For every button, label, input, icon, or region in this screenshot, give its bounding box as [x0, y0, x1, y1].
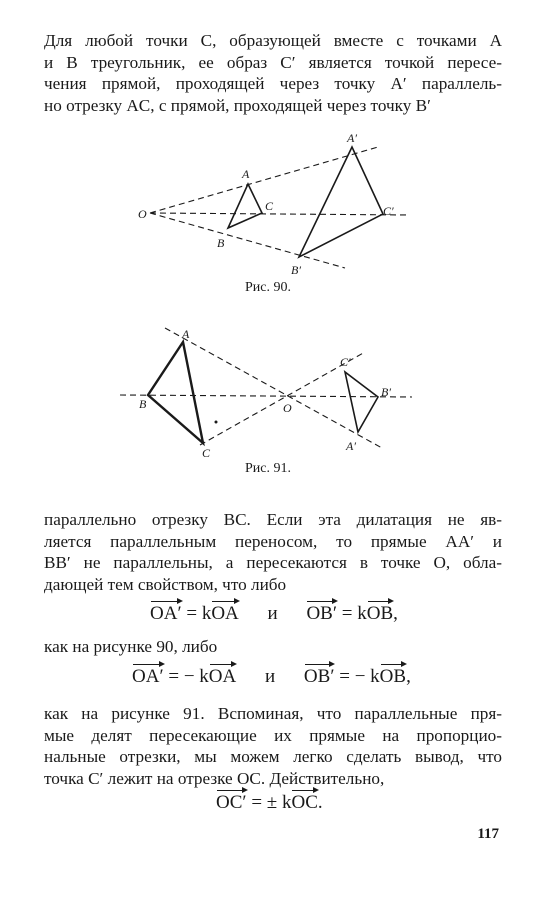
ray-b-b1 [120, 395, 412, 397]
text-line: но отрезку AC, с прямой, проходящей через точку B′ [44, 95, 431, 115]
triangle-a1b1c1 [345, 372, 378, 432]
text-line: как на рисунке 90, либо [44, 637, 218, 656]
punctuation: . [317, 792, 323, 813]
label-b-prime: B′ [291, 263, 301, 277]
text-line: нальные отрезки, мы можем легко сделать вывод, что [44, 747, 502, 767]
text-line: параллельно отрезку BC. Если эта дилатация не яв- [44, 510, 502, 529]
equals-plus-minus-k: = ± k [246, 792, 292, 813]
label-a-prime: A′ [347, 131, 357, 145]
caption-figure-91: Рис. 91. [245, 461, 291, 476]
formula-negative-k [132, 666, 411, 688]
paragraph-conclusion [44, 703, 502, 789]
line-between-formulas [44, 636, 502, 658]
label-b: B [217, 236, 225, 250]
text-line: ляется параллельным переносом, то прямые AA′ и [44, 531, 502, 551]
vector-ob-prime: OB′ [303, 666, 335, 687]
label-c: C [265, 199, 274, 213]
text-line: точка C′ лежит на отрезке OC. Действительно, [44, 768, 385, 788]
page-number: 117 [477, 826, 499, 842]
text-line: мые делят пересекающие их прямые на пропорцио- [44, 725, 502, 745]
conjunction: и [265, 666, 276, 687]
paragraph-dilation [44, 509, 502, 595]
vector-oa: OA [211, 603, 239, 624]
equals-k: = k [181, 603, 212, 624]
conjunction: и [267, 603, 278, 624]
label-a: A [242, 167, 250, 181]
punctuation: , [406, 666, 411, 687]
label-c: C [202, 446, 211, 460]
formula-oc-prime [216, 792, 323, 814]
mark-dot [215, 421, 218, 424]
vector-ob-prime: OB′ [306, 603, 338, 624]
text-line: Для любой точки C, образующей вместе с точками A [44, 31, 502, 50]
text-line: дающей тем свойством, что либо [44, 574, 287, 594]
text-line: как на рисунке 91. Вспоминая, что параллельные пря- [44, 704, 502, 723]
label-c-prime: C′ [383, 204, 394, 218]
vector-oa: OA [208, 666, 237, 687]
label-b: B [139, 397, 147, 411]
label-a-prime: A′ [346, 439, 356, 453]
label-c-prime: C′ [340, 355, 351, 369]
equals-minus-k: = − k [163, 666, 209, 687]
text-line: BB′ не параллельны, а пересекаются в точке O, обла- [44, 553, 502, 573]
label-a: A [182, 327, 190, 341]
ray-a-a1 [165, 328, 382, 448]
label-b-prime: B′ [381, 385, 391, 399]
punctuation: , [393, 603, 398, 624]
text-line: чения прямой, проходящей через точку A′ параллель- [44, 74, 502, 94]
equals-minus-k: = − k [334, 666, 380, 687]
vector-oa-prime: OA′ [150, 603, 182, 624]
triangle-abc [148, 342, 203, 443]
equals-k: = k [337, 603, 367, 624]
vector-ob: OB [366, 603, 394, 624]
vector-oa-prime: OA′ [132, 666, 164, 687]
formula-positive-k [150, 603, 398, 625]
caption-figure-90: Рис. 90. [245, 280, 291, 295]
label-o: O [138, 207, 147, 221]
vector-oc-prime: OC′ [216, 792, 247, 813]
text-line: и B треугольник, ее образ C′ является точкой пересе- [44, 52, 502, 72]
vector-ob: OB [379, 666, 407, 687]
vector-oc: OC [291, 792, 318, 813]
label-o: O [283, 401, 292, 415]
